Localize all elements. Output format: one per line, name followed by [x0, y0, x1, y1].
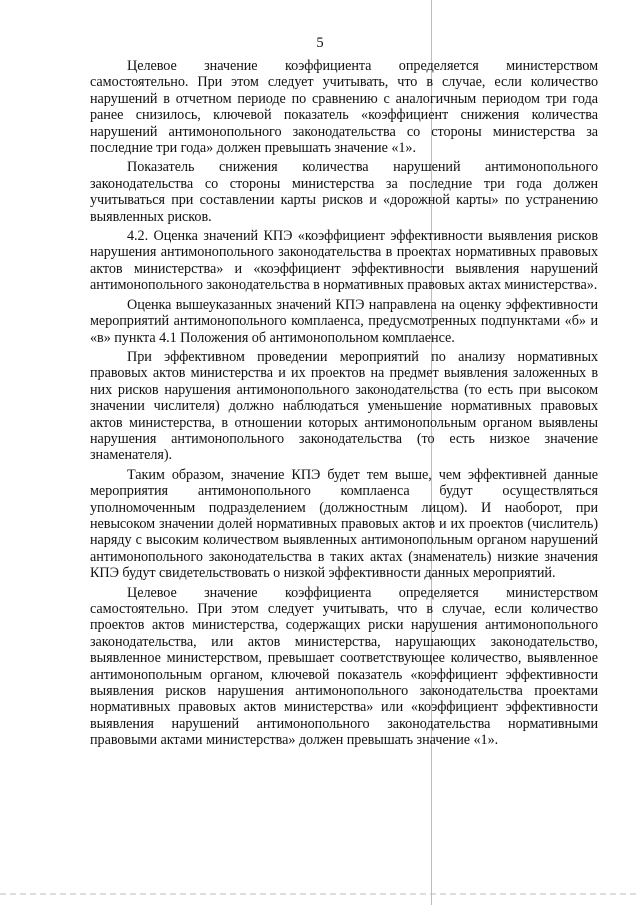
paragraph-target-value-1: Целевое значение коэффициента определяется министерством самостоятельно. При этом следует учитывать, что в случае, если количество нарушений в отчетном периоде по сравнению с аналогичным периодом три года ранее снизилось, ключевой показатель «коэффициент снижения количества нарушений антимонопольного законодательства со стороны министерства за последние три года» должен превышать значение «1».: [90, 58, 598, 157]
paragraph-target-value-2: Целевое значение коэффициента определяется министерством самостоятельно. При этом следует учитывать, что в случае, если количество проектов актов министерства, содержащих риски нарушения антимонопольного законодательства, или актов министерства, нарушающих законодательство, выявленное министерством, превышает соответствующее количество, выявленное антимонопольным органом, ключевой показатель «коэффициент эффективности выявления рисков нарушения антимонопольного законодательства проектами нормативных правовых актов министерства» или «коэффициент эффективности выявления нарушений антимонопольного законодательства нормативными правовыми актами министерства» должен превышать значение «1».: [90, 584, 598, 749]
paragraph-kpi-assessment: Оценка вышеуказанных значений КПЭ направлена на оценку эффективности мероприятий антимонопольного комплаенса, предусмотренных подпунктами «б» и «в» пункта 4.1 Положения об антимонопольном комплаенсе.: [90, 296, 598, 346]
document-body: [90, 58, 598, 752]
paragraph-section-4-2: 4.2. Оценка значений КПЭ «коэффициент эффективности выявления рисков нарушения антимонопольного законодательства в проектах нормативных правовых актов министерства» и «коэффициент эффективности выявления нарушений антимонопольного законодательства в нормативных правовых актах министерства».: [90, 228, 598, 294]
page-number: 5: [316, 35, 324, 51]
paragraph-effective-measures: При эффективном проведении мероприятий по анализу нормативных правовых актов министерства и их проектов на предмет выявления заложенных в них рисков нарушения антимонопольного законодательства (то есть при высоком значении числителя) должно наблюдаться уменьшение нормативных правовых актов министерства, в отношении которых антимонопольным органом выявлены нарушения антимонопольного законодательства (то есть низкое значение знаменателя).: [90, 348, 598, 464]
paragraph-reduction-indicator: Показатель снижения количества нарушений антимонопольного законодательства со стороны министерства за последние три года должен учитываться при составлении карты рисков и «дорожной карты» по устранению выявленных рисков.: [90, 159, 598, 225]
paragraph-kpi-interpretation: Таким образом, значение КПЭ будет тем выше, чем эффективней данные мероприятия антимонопольного комплаенса будут осуществляться уполномоченным подразделением (должностным лицом). И наоборот, при невысоком значении долей нормативных правовых актов и их проектов (числитель) наряду с высоким количеством выявленных антимонопольным органом нарушений антимонопольного законодательства в таких актах (знаменатель) низкие значения КПЭ будут свидетельствовать о низкой эффективности данных мероприятий.: [90, 466, 598, 582]
scan-edge-artifact: [0, 893, 640, 895]
